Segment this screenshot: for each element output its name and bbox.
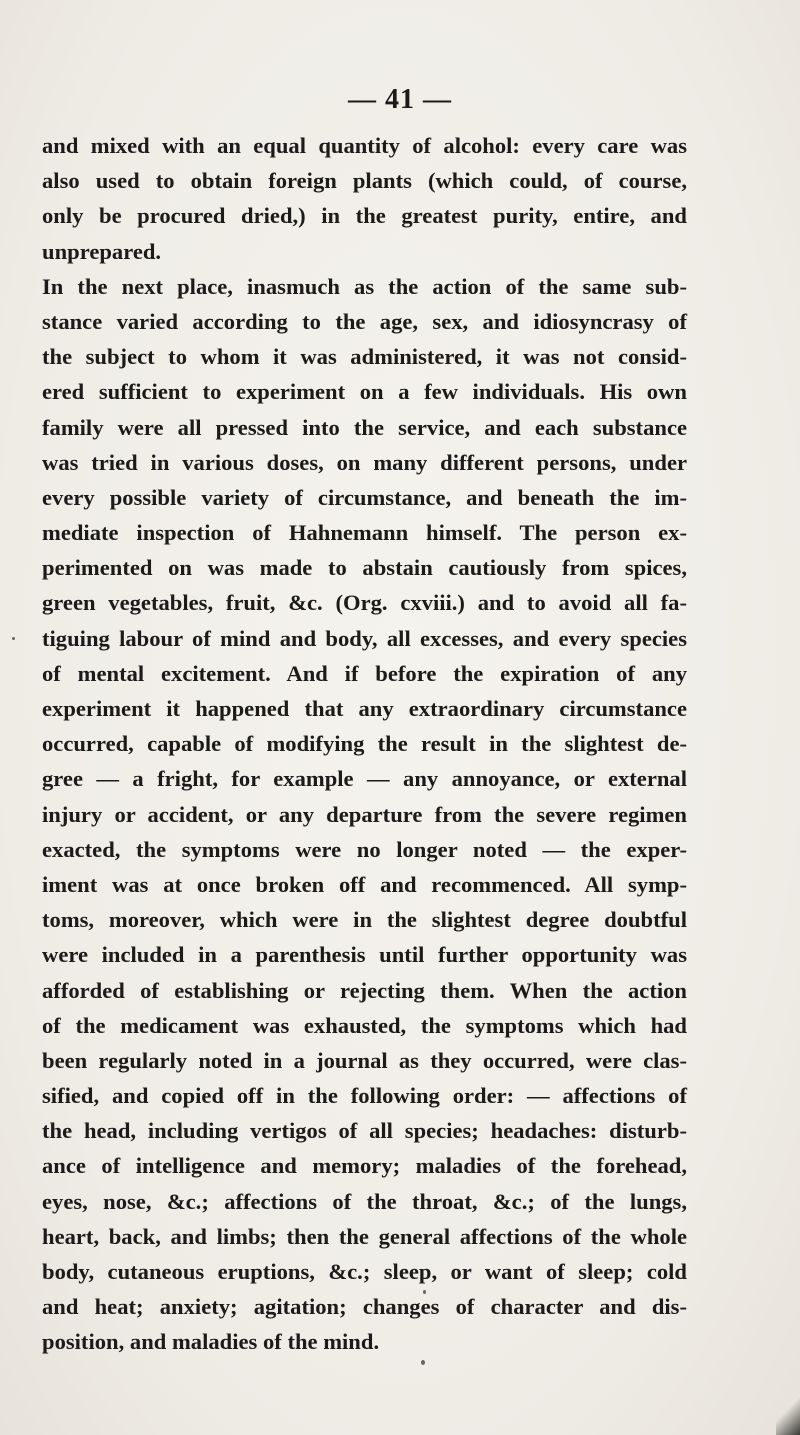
text-line: stance varied according to the age, sex, and idiosyncrasy of xyxy=(42,308,687,334)
text-line: the head, including vertigos of all species; headaches: disturb- xyxy=(42,1118,687,1144)
text-line: and mixed with an equal quantity of alcohol: every care was xyxy=(42,133,687,158)
text-line: the subject to whom it was administered, it was not consid- xyxy=(42,344,687,370)
page-number: — 41 — xyxy=(348,84,452,115)
text-line: occurred, capable of modifying the result in the slightest de- xyxy=(42,731,687,757)
text-line: perimented on was made to abstain cautiously from spices, xyxy=(42,555,687,581)
text-line: every possible variety of circumstance, and beneath the im- xyxy=(42,484,687,510)
text-line: experiment it happened that any extraordinary circumstance xyxy=(42,696,687,721)
text-line: heart, back, and limbs; then the general affections of the whole xyxy=(42,1223,687,1249)
text-line: position, and maladies of the mind. xyxy=(42,1329,380,1355)
text-line: exacted, the symptoms were no longer noted — the exper- xyxy=(42,836,687,862)
paper-speck xyxy=(423,1290,426,1294)
text-line: eyes, nose, &c.; affections of the throat, &c.; of the lungs, xyxy=(42,1188,687,1214)
paper-speck xyxy=(421,1360,425,1365)
text-line: only be procured dried,) in the greatest purity, entire, and xyxy=(42,203,687,229)
text-line: were included in a parenthesis until further opportunity was xyxy=(42,942,687,968)
text-line: been regularly noted in a journal as they occurred, were clas- xyxy=(42,1047,687,1073)
text-line: tiguing labour of mind and body, all excesses, and every species xyxy=(42,625,687,651)
paper-speck xyxy=(12,637,15,640)
text-line: injury or accident, or any departure from the severe regimen xyxy=(42,801,687,827)
text-line: gree — a fright, for example — any annoyance, or external xyxy=(42,766,687,792)
text-line: sified, and copied off in the following order: — affections of xyxy=(42,1083,687,1109)
text-line: also used to obtain foreign plants (which could, of course, xyxy=(42,168,687,194)
text-line: and heat; anxiety; agitation; changes of character and dis- xyxy=(42,1294,687,1320)
text-line: toms, moreover, which were in the slightest degree doubtful xyxy=(42,907,687,933)
text-line: body, cutaneous eruptions, &c.; sleep, or want of sleep; cold xyxy=(42,1259,687,1284)
text-line: unprepared. xyxy=(42,238,162,264)
text-line: of mental excitement. And if before the expiration of any xyxy=(42,660,687,686)
text-line: In the next place, inasmuch as the action of the same sub- xyxy=(42,273,687,299)
text-line: afforded of establishing or rejecting them. When the action xyxy=(42,977,687,1003)
text-line: green vegetables, fruit, &c. (Org. cxviii.) and to avoid all fa- xyxy=(42,590,687,616)
text-line: iment was at once broken off and recommenced. All symp- xyxy=(42,871,687,897)
text-line: of the medicament was exhausted, the symptoms which had xyxy=(42,1012,687,1038)
text-line: mediate inspection of Hahnemann himself. The person ex- xyxy=(42,520,687,546)
text-line: ance of intelligence and memory; maladies of the forehead, xyxy=(42,1153,687,1179)
text-line: family were all pressed into the service, and each substance xyxy=(42,414,687,440)
body-text xyxy=(42,128,687,1360)
page-edge-shadow xyxy=(776,1395,800,1435)
text-line: ered sufficient to experiment on a few individuals. His own xyxy=(42,379,687,405)
text-line: was tried in various doses, on many different persons, under xyxy=(42,449,687,475)
